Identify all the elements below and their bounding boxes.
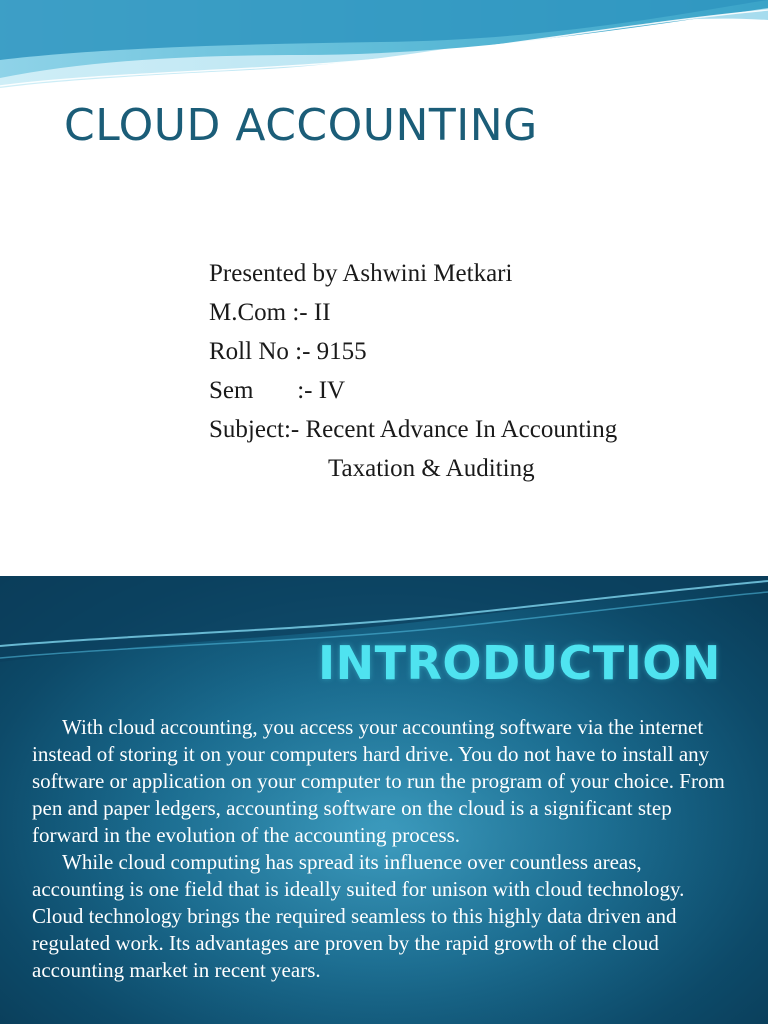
subject: Subject:- Recent Advance In Accounting (209, 416, 618, 443)
semester: Sem :- IV (209, 377, 346, 404)
roll-number: Roll No :- 9155 (209, 338, 367, 365)
decorative-wave (0, 0, 768, 100)
introduction-slide (0, 576, 768, 1024)
section-heading: INTRODUCTION (318, 636, 721, 690)
subject-continued: Taxation & Auditing (328, 455, 535, 482)
introduction-text (32, 714, 732, 984)
presenter-name: Presented by Ashwini Metkari (209, 260, 513, 287)
paragraph: With cloud accounting, you access your accounting software via the internet instead of storing it on your computers hard drive. You do not have to install any software or application on your computer to run the program of your choice. From pen and paper ledgers, accounting software on the cloud is a significant step forward in the evolution of the accounting process. (32, 715, 725, 847)
paragraph: While cloud computing has spread its influence over countless areas, accounting is one field that is ideally suited for unison with cloud technology. Cloud technology brings the required seamless to this highly data driven and regulated work. Its advantages are proven by the rapid growth of the cloud accounting market in recent years. (32, 850, 685, 982)
course-mcom: M.Com :- II (209, 299, 331, 326)
presenter-info (209, 254, 617, 488)
page-title: CLOUD ACCOUNTING (64, 100, 538, 151)
